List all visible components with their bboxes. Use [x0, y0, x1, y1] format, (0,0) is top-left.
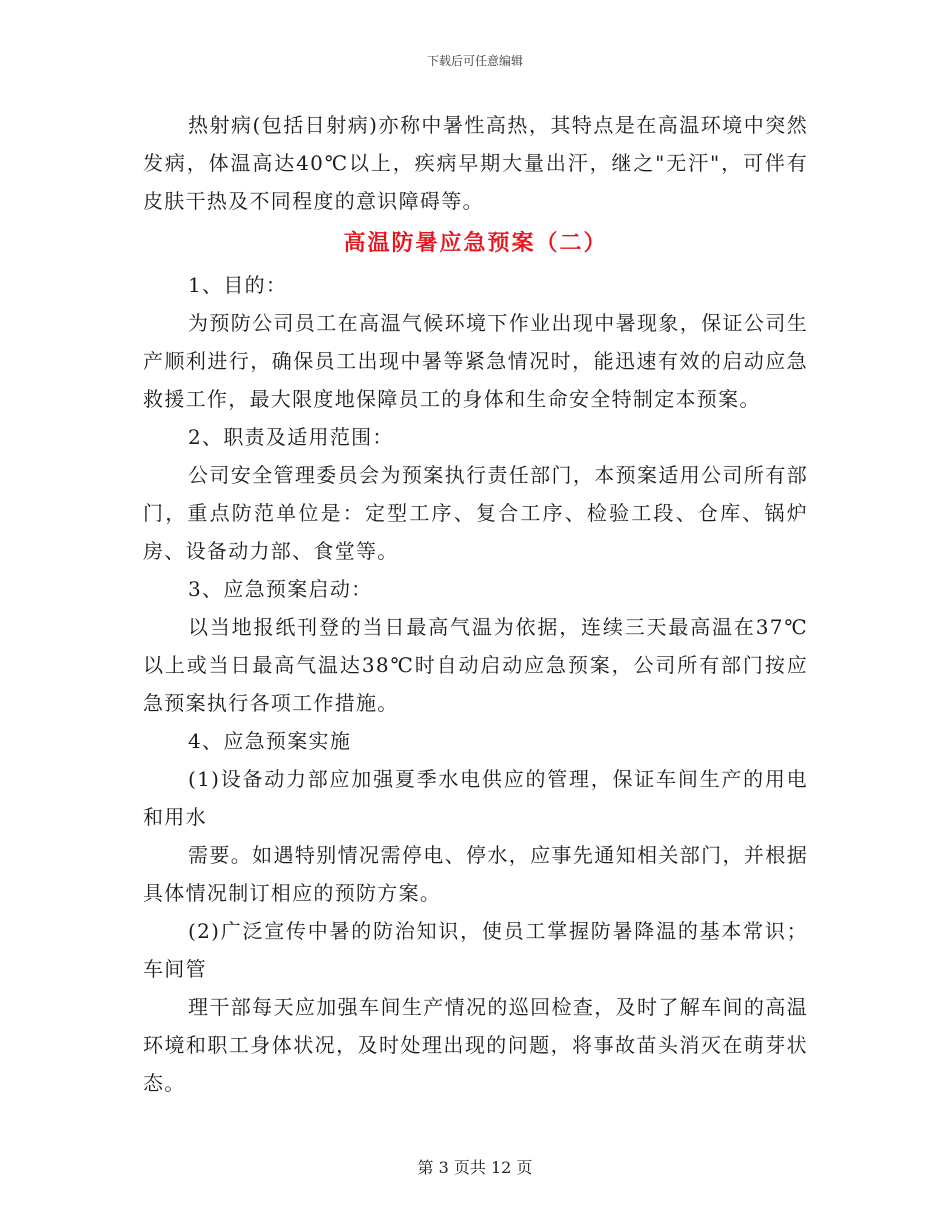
paragraph-purpose: 为预防公司员工在高温气候环境下作业出现中暑现象，保证公司生产顺利进行，确保员工出现中暑等紧急情况时，能迅速有效的启动应急救援工作，最大限度地保障员工的身体和生命安全特制定本预案。 — [143, 311, 808, 411]
heading-activation: 3、应急预案启动： — [188, 577, 373, 601]
item-1-line: (1)设备动力部应加强夏季水电供应的管理，保证车间生产的用电和用水 — [143, 767, 808, 829]
page-footer: 第 3 页共 12 页 — [417, 1158, 533, 1177]
paragraph-scope: 公司安全管理委员会为预案执行责任部门，本预案适用公司所有部门，重点防范单位是：定型工序、复合工序、检验工段、仓库、锅炉房、设备动力部、食堂等。 — [143, 463, 808, 563]
item-2-continuation: 理干部每天应加强车间生产情况的巡回检查，及时了解车间的高温环境和职工身体状况，及时处理出现的问题，将事故苗头消灭在萌芽状态。 — [143, 995, 808, 1095]
item-2-line: (2)广泛宣传中暑的防治知识，使员工掌握防暑降温的基本常识；车间管 — [143, 919, 808, 981]
heading-scope: 2、职责及适用范围： — [188, 425, 394, 449]
item-1-continuation: 需要。如遇特别情况需停电、停水，应事先通知相关部门，并根据具体情况制订相应的预防方案。 — [143, 843, 808, 905]
section-title: 高温防暑应急预案（二） — [343, 230, 608, 256]
heading-purpose: 1、目的： — [188, 273, 288, 297]
page-header: 下载后可任意编辑 — [426, 54, 523, 68]
paragraph-heatstroke: 热射病(包括日射病)亦称中暑性高热，其特点是在高温环境中突然发病，体温高达40℃以上，疾病早期大量出汗，继之"无汗"，可伴有皮肤干热及不同程度的意识障碍等。 — [143, 113, 808, 213]
paragraph-activation: 以当地报纸刊登的当日最高气温为依据，连续三天最高温在37℃以上或当日最高气温达38℃时自动启动应急预案，公司所有部门按应急预案执行各项工作措施。 — [143, 615, 808, 715]
heading-implementation: 4、应急预案实施 — [188, 729, 352, 753]
document-body — [143, 106, 808, 1102]
